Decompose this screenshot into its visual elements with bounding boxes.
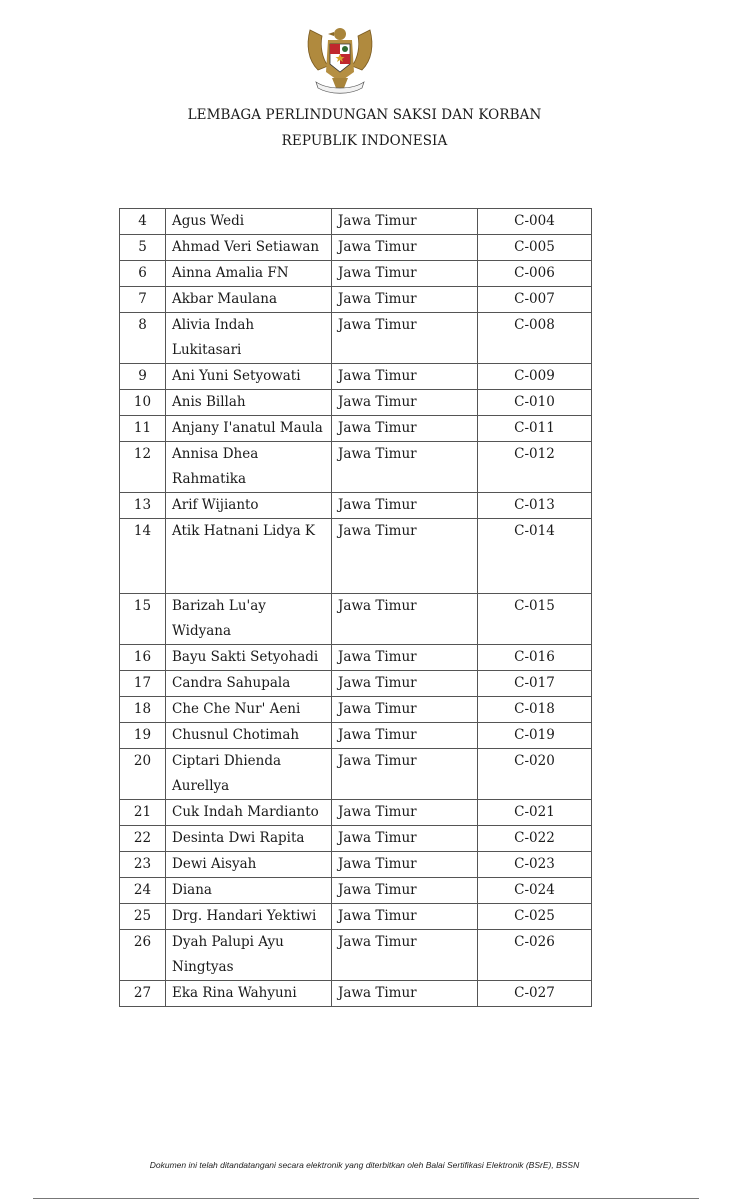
province: Jawa Timur — [332, 261, 478, 287]
person-name: Anis Billah — [166, 390, 332, 416]
registration-code: C-016 — [478, 645, 592, 671]
registration-code: C-010 — [478, 390, 592, 416]
table-row — [120, 645, 592, 671]
registration-code: C-013 — [478, 493, 592, 519]
person-name: Diana — [166, 878, 332, 904]
registration-code: C-025 — [478, 904, 592, 930]
table-row — [120, 930, 592, 981]
province: Jawa Timur — [332, 235, 478, 261]
registration-code: C-023 — [478, 852, 592, 878]
person-name: Desinta Dwi Rapita — [166, 826, 332, 852]
person-name: Candra Sahupala — [166, 671, 332, 697]
person-name: Che Che Nur' Aeni — [166, 697, 332, 723]
row-number: 17 — [120, 671, 166, 697]
row-number: 10 — [120, 390, 166, 416]
table-row — [120, 671, 592, 697]
registration-code: C-007 — [478, 287, 592, 313]
person-name: Drg. Handari Yektiwi — [166, 904, 332, 930]
table-row — [120, 390, 592, 416]
names-table — [119, 208, 592, 1007]
table-row — [120, 749, 592, 800]
table-row — [120, 209, 592, 235]
registration-code: C-022 — [478, 826, 592, 852]
row-number: 18 — [120, 697, 166, 723]
table-row — [120, 416, 592, 442]
person-name: Cuk Indah Mardianto — [166, 800, 332, 826]
person-name: Dyah Palupi Ayu Ningtyas — [166, 930, 332, 981]
row-number: 5 — [120, 235, 166, 261]
province: Jawa Timur — [332, 697, 478, 723]
row-number: 19 — [120, 723, 166, 749]
province: Jawa Timur — [332, 493, 478, 519]
registration-code: C-011 — [478, 416, 592, 442]
registration-code: C-019 — [478, 723, 592, 749]
province: Jawa Timur — [332, 390, 478, 416]
person-name: Akbar Maulana — [166, 287, 332, 313]
row-number: 26 — [120, 930, 166, 981]
province: Jawa Timur — [332, 645, 478, 671]
registration-code: C-017 — [478, 671, 592, 697]
province: Jawa Timur — [332, 904, 478, 930]
table-row — [120, 261, 592, 287]
table-row — [120, 697, 592, 723]
registration-code: C-004 — [478, 209, 592, 235]
garuda-emblem-icon — [304, 20, 376, 98]
table-row — [120, 493, 592, 519]
table-row — [120, 287, 592, 313]
table-row — [120, 519, 592, 594]
row-number: 9 — [120, 364, 166, 390]
row-number: 15 — [120, 594, 166, 645]
province: Jawa Timur — [332, 800, 478, 826]
row-number: 27 — [120, 981, 166, 1007]
person-name: Ani Yuni Setyowati — [166, 364, 332, 390]
table-row — [120, 826, 592, 852]
registration-code: C-026 — [478, 930, 592, 981]
person-name: Ainna Amalia FN — [166, 261, 332, 287]
footer-divider — [33, 1198, 699, 1199]
person-name: Ciptari Dhienda Aurellya — [166, 749, 332, 800]
registration-code: C-014 — [478, 519, 592, 594]
registration-code: C-015 — [478, 594, 592, 645]
person-name: Eka Rina Wahyuni — [166, 981, 332, 1007]
registration-code: C-008 — [478, 313, 592, 364]
province: Jawa Timur — [332, 519, 478, 594]
registration-code: C-012 — [478, 442, 592, 493]
row-number: 4 — [120, 209, 166, 235]
registration-code: C-027 — [478, 981, 592, 1007]
province: Jawa Timur — [332, 878, 478, 904]
province: Jawa Timur — [332, 723, 478, 749]
row-number: 24 — [120, 878, 166, 904]
province: Jawa Timur — [332, 594, 478, 645]
registration-code: C-018 — [478, 697, 592, 723]
province: Jawa Timur — [332, 313, 478, 364]
person-name: Agus Wedi — [166, 209, 332, 235]
row-number: 6 — [120, 261, 166, 287]
row-number: 7 — [120, 287, 166, 313]
person-name: Bayu Sakti Setyohadi — [166, 645, 332, 671]
province: Jawa Timur — [332, 209, 478, 235]
province: Jawa Timur — [332, 852, 478, 878]
province: Jawa Timur — [332, 981, 478, 1007]
row-number: 14 — [120, 519, 166, 594]
person-name: Alivia Indah Lukitasari — [166, 313, 332, 364]
row-number: 8 — [120, 313, 166, 364]
table-row — [120, 981, 592, 1007]
row-number: 20 — [120, 749, 166, 800]
province: Jawa Timur — [332, 826, 478, 852]
table-row — [120, 235, 592, 261]
row-number: 16 — [120, 645, 166, 671]
registration-code: C-024 — [478, 878, 592, 904]
row-number: 13 — [120, 493, 166, 519]
person-name: Chusnul Chotimah — [166, 723, 332, 749]
province: Jawa Timur — [332, 749, 478, 800]
person-name: Anjany I'anatul Maula — [166, 416, 332, 442]
table-row — [120, 723, 592, 749]
person-name: Barizah Lu'ay Widyana — [166, 594, 332, 645]
row-number: 12 — [120, 442, 166, 493]
registration-code: C-021 — [478, 800, 592, 826]
person-name: Ahmad Veri Setiawan — [166, 235, 332, 261]
registration-code: C-005 — [478, 235, 592, 261]
row-number: 22 — [120, 826, 166, 852]
table-row — [120, 313, 592, 364]
registration-code: C-009 — [478, 364, 592, 390]
row-number: 23 — [120, 852, 166, 878]
person-name: Arif Wijianto — [166, 493, 332, 519]
province: Jawa Timur — [332, 364, 478, 390]
province: Jawa Timur — [332, 287, 478, 313]
province: Jawa Timur — [332, 930, 478, 981]
registration-code: C-006 — [478, 261, 592, 287]
table-row — [120, 800, 592, 826]
person-name: Atik Hatnani Lidya K — [166, 519, 332, 594]
e-signature-note: Dokumen ini telah ditandatangani secara elektronik yang diterbitkan oleh Balai Sertifikasi Elektronik (BSrE), BSSN — [149, 1160, 580, 1170]
table-row — [120, 852, 592, 878]
province: Jawa Timur — [332, 671, 478, 697]
registration-code: C-020 — [478, 749, 592, 800]
row-number: 25 — [120, 904, 166, 930]
person-name: Dewi Aisyah — [166, 852, 332, 878]
country-name: REPUBLIK INDONESIA — [281, 133, 448, 149]
province: Jawa Timur — [332, 442, 478, 493]
table-row — [120, 878, 592, 904]
row-number: 11 — [120, 416, 166, 442]
table-row — [120, 904, 592, 930]
row-number: 21 — [120, 800, 166, 826]
institution-name: LEMBAGA PERLINDUNGAN SAKSI DAN KORBAN — [187, 107, 542, 123]
province: Jawa Timur — [332, 416, 478, 442]
table-row — [120, 594, 592, 645]
person-name: Annisa Dhea Rahmatika — [166, 442, 332, 493]
table-row — [120, 442, 592, 493]
table-row — [120, 364, 592, 390]
